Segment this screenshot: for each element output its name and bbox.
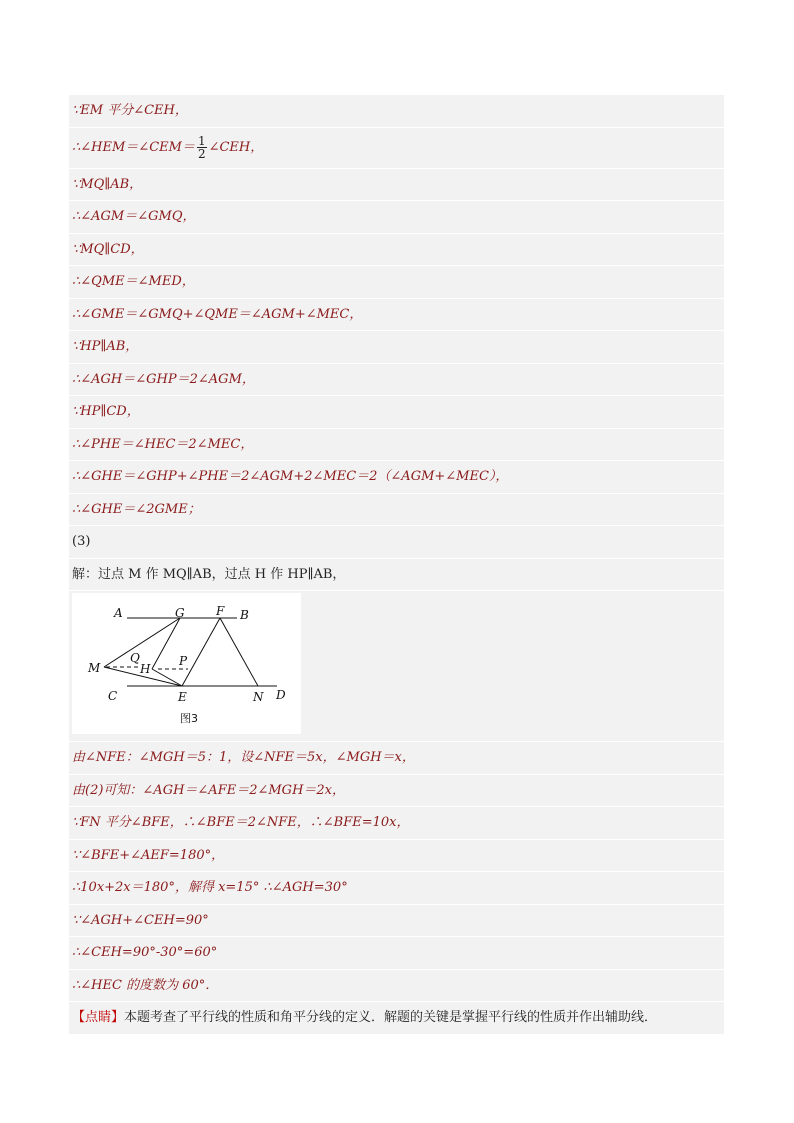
segment-he — [152, 669, 182, 686]
label-m: M — [88, 661, 101, 675]
solution-line: ∵MQ∥CD， — [69, 234, 724, 267]
fraction-denominator: 2 — [197, 146, 206, 161]
comment-tag: 【点睛】 — [72, 1010, 125, 1025]
label-p: P — [179, 654, 188, 668]
label-g: G — [175, 606, 185, 620]
label-q: Q — [130, 651, 140, 665]
label-d: D — [276, 688, 286, 702]
comment-text: 本题考查了平行线的性质和角平分线的定义．解题的关键是掌握平行线的性质并作出辅助线． — [124, 1010, 658, 1025]
solution-line: ∴∠GHE＝∠GHP+∠PHE＝2∠AGM+2∠MEC＝2（∠AGM+∠MEC）， — [69, 461, 724, 494]
solution-line: ∴∠GME＝∠GMQ+∠QME＝∠AGM+∠MEC， — [69, 299, 724, 332]
fraction — [197, 135, 207, 160]
label-e: E — [178, 690, 187, 704]
solution-line-fraction — [69, 128, 724, 169]
solution-line: 由∠NFE：∠MGH＝5：1，设∠NFE＝5x，∠MGH＝x， — [69, 742, 724, 775]
segment-fn — [220, 618, 258, 686]
label-c: C — [108, 689, 118, 703]
fraction-numerator: 1 — [197, 133, 206, 148]
solution-line: ∵FN 平分∠BFE，∴∠BFE＝2∠NFE，∴∠BFE=10x， — [69, 807, 724, 840]
solution-sheet — [69, 95, 724, 1034]
label-b: B — [240, 608, 249, 622]
segment-fe — [182, 618, 220, 686]
part3-intro: 解：过点 M 作 MQ∥AB，过点 H 作 HP∥AB， — [69, 559, 724, 592]
label-h: H — [140, 662, 151, 676]
solution-line: ∴∠AGH＝∠GHP＝2∠AGM， — [69, 364, 724, 397]
part-label: (3) — [69, 526, 724, 559]
solution-line: ∴∠QME＝∠MED， — [69, 266, 724, 299]
label-n: N — [253, 690, 264, 704]
solution-line: ∵∠BFE+∠AEF=180°， — [69, 840, 724, 873]
solution-line: ∴10x+2x＝180°，解得 x=15° ∴∠AGH=30° — [69, 872, 724, 905]
fraction-suffix: ∠CEH， — [208, 139, 264, 155]
solution-line: ∵MQ∥AB， — [69, 169, 724, 202]
solution-line: ∵∠AGH+∠CEH=90° — [69, 905, 724, 938]
comment-box — [69, 1002, 724, 1034]
solution-line: ∴∠PHE＝∠HEC＝2∠MEC， — [69, 429, 724, 462]
solution-line: ∵EM 平分∠CEH， — [69, 95, 724, 128]
figure-caption: 图3 — [180, 712, 198, 725]
solution-line: ∵HP∥AB， — [69, 331, 724, 364]
segment-gh — [152, 618, 180, 669]
solution-line: ∴∠GHE＝∠2GME； — [69, 494, 724, 527]
solution-line: 由(2)可知：∠AGH＝∠AFE＝2∠MGH＝2x， — [69, 775, 724, 808]
label-a: A — [114, 606, 123, 620]
fraction-prefix: ∴∠HEM＝∠CEM＝ — [72, 139, 195, 155]
label-f: F — [216, 604, 225, 618]
solution-line: ∴∠HEC 的度数为 60°． — [69, 970, 724, 1003]
solution-line: ∵HP∥CD， — [69, 396, 724, 429]
geometry-diagram — [72, 593, 301, 734]
figure-row — [69, 591, 724, 742]
solution-line: ∴∠AGM＝∠GMQ， — [69, 201, 724, 234]
geometry-figure — [72, 593, 301, 734]
solution-line: ∴∠CEH=90°-30°=60° — [69, 937, 724, 970]
segment-mg — [104, 618, 180, 667]
